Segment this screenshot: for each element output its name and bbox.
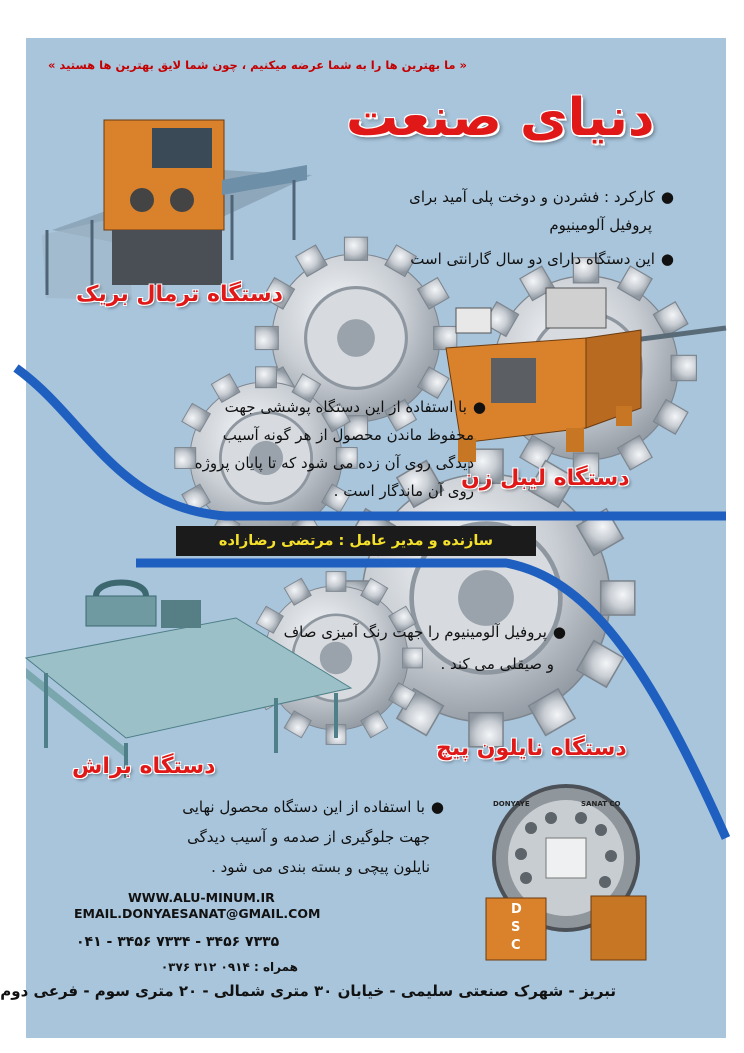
wrapper-base-letter-s: S [511,920,521,935]
wrapper-drum-label-1: DONYAYE [493,800,530,808]
tagline: « ما بهترین ها را به شما عرضه میکنیم ، چون شما لایق بهترین ها هستید » [48,58,467,72]
wrapper-base-letter-d: D [511,902,522,917]
brush-machine-image [26,578,356,778]
labeler-line-1: ● با استفاده از این دستگاه پوششی جهت [225,398,486,416]
labeler-machine-image [436,278,726,468]
wrapper-line-3: نایلون پیچی و بسته بندی می شود . [211,858,430,876]
wrapper-line-2: جهت جلوگیری از صدمه و آسیب دیدگی [187,828,430,846]
email-link[interactable]: EMAIL.DONYAESANAT@GMAIL.COM [74,906,321,921]
mobile-number: همراه : ۰۹۱۴ ۳۱۲ ۰۳۷۶ [160,960,298,974]
thermal-break-machine-image [32,110,317,300]
website-link[interactable]: WWW.ALU-MINUM.IR [128,890,275,905]
thermal-break-line-3: ● این دستگاه دارای دو سال گارانتی است [410,250,674,268]
brush-line-1: ● پروفیل آلومینیوم را جهت رنگ آمیزی صاف [284,623,566,641]
wrapper-title: دستگاه نایلون پیچ [436,736,627,761]
brush-line-2: و صیقلی می کند . [440,655,554,673]
thermal-break-line-2: پروفیل آلومینیوم [549,216,652,234]
wrapper-drum-label-2: SANAT CO [581,800,621,808]
thermal-break-title: دستگاه ترمال بریک [76,282,283,307]
maker-credit: سازنده و مدیر عامل : مرتضی رضازاده [176,526,536,556]
brush-title: دستگاه براش [72,754,216,779]
poster [0,38,726,1038]
thermal-break-line-1: ● کارکرد : فشردن و دوخت پلی آمید برای [409,188,674,206]
wrapper-machine-image [481,778,651,963]
wrapper-line-1: ● با استفاده از این دستگاه محصول نهایی [182,798,444,816]
labeler-line-3: دیدگی روی آن زده می شود که تا پایان پروژه [194,454,474,472]
logo-title: دنیای صنعت [346,88,655,148]
phone-number: ۰۴۱ - ۳۴۵۶ ۷۳۳۴ - ۳۴۵۶ ۷۳۳۵ [76,934,280,950]
labeler-line-2: محفوظ ماندن محصول از هر گونه آسیب [222,426,474,444]
wrapper-base-letter-c: C [511,938,521,953]
labeler-line-4: روی آن ماندگار است . [333,482,474,500]
address: تبریز - شهرک صنعتی سلیمی - خیابان ۳۰ متری شمالی - ۲۰ متری سوم - فرعی دوم [0,982,616,1000]
labeler-title: دستگاه لیبل زن [461,466,630,491]
